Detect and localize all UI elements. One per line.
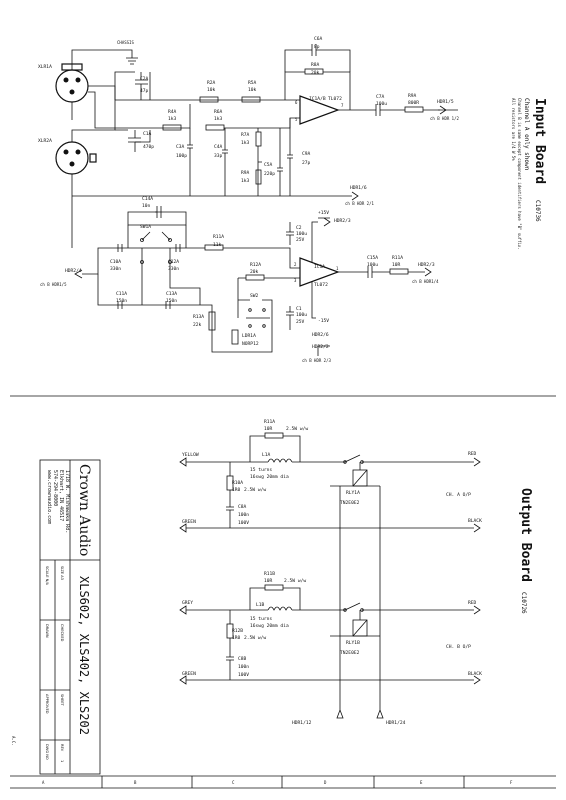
input-board-code: C10736 (534, 200, 541, 222)
grid-col-f: F (510, 780, 513, 785)
c6a-label: C6A (314, 37, 323, 42)
plus15-label: +15V (318, 211, 330, 216)
r12b-label: R12B (232, 629, 244, 634)
r11a-out-value: 10R (392, 263, 401, 268)
model-names: XLS602, XLS402, XLS202 (77, 576, 91, 735)
r7a-value: 1k3 (241, 141, 250, 146)
c2a-label: C2A (140, 77, 149, 82)
r12b-value: 1R0 (232, 636, 241, 641)
c13a-value: 150n (166, 299, 178, 304)
r8a-label: R8A (311, 63, 320, 68)
green-b-label: GREEN (182, 672, 196, 677)
c7a-value: 100u (376, 102, 388, 107)
hdr15-label: HDR1/5 (437, 100, 454, 105)
input-board-subtitle: Channel A only shown (523, 98, 530, 171)
rly1a-part: TN2E0E2 (340, 501, 360, 506)
c1-voltage: 25V (296, 320, 305, 325)
l1b-turns: 15 turns (250, 617, 273, 622)
c14a-value: 10n (142, 204, 151, 209)
c11a-value: 150n (116, 299, 128, 304)
xlr-a-label: XLR1A (38, 65, 52, 70)
c14a-label: C14A (142, 197, 154, 202)
r12b-watt: 2.5W w/w (244, 636, 267, 641)
hdr124-label: HDR1/24 (386, 721, 406, 726)
ch-b-output-label: CH. B O/P (446, 645, 471, 650)
input-board-note-1: Channel B is same except component identifiers have "B" suffix. (517, 98, 522, 250)
c1-value: 100u (296, 313, 308, 318)
input-board (38, 36, 547, 363)
r11a-out-res-watt: 2.5W w/w (286, 427, 309, 432)
r13a-value: 22k (193, 323, 202, 328)
ch-b-hdr14-label: ch B HDR1/4 (412, 279, 439, 284)
rly1b-label: RLY1B (346, 641, 360, 646)
r10a-label: R10A (232, 481, 244, 486)
r11a-value: 11k (213, 243, 222, 248)
r13a-label: R13A (193, 315, 205, 320)
r9a-value: 800R (408, 101, 420, 106)
c2-label: C2 (296, 226, 302, 231)
r4a-label: R4A (168, 110, 177, 115)
pin3-label: 3 (294, 278, 297, 283)
rev-cell: REV (60, 744, 64, 752)
c2a-value: 47p (140, 89, 149, 94)
rly1a-label: RLY1A (346, 491, 360, 496)
drawn-cell: DRAWN (45, 624, 49, 638)
c4a-label: C4A (214, 145, 223, 150)
ldr1a-label: LDR1A (242, 334, 256, 339)
scale-cell: SCALE N/A (45, 566, 49, 586)
hdr112-label: HDR1/12 (292, 721, 312, 726)
r12a-label: R12A (250, 263, 262, 268)
ch-b-hdr21-label: ch B HDR 2/1 (345, 201, 374, 206)
hdr23-label: HDR2/3 (334, 219, 351, 224)
pin5-label: 5 (295, 117, 298, 122)
r10a-value: 1R0 (232, 488, 241, 493)
company-name: Crown Audio (76, 464, 92, 557)
c15a-label: C15A (367, 256, 379, 261)
sheet-number: 1 (60, 760, 64, 763)
grid-col-b: B (134, 780, 137, 785)
xlr-connector-a (38, 64, 88, 102)
c6a-value: 8p (314, 45, 320, 50)
l1b-wire: 16swg 20mm dia (250, 624, 289, 629)
c8a-value: 100n (238, 513, 250, 518)
sheet-cell: SHEET (60, 694, 64, 706)
ch-b-hdr12-label: ch B HDR 1/2 (430, 116, 459, 121)
sw1a-label: SW1A (140, 225, 152, 230)
c1a-value: 470p (143, 145, 155, 150)
ic1a-part: TL072 (314, 283, 328, 288)
xlr-b-label: XLR2A (38, 139, 52, 144)
pin2-label: 2 (294, 262, 297, 267)
title-block (11, 460, 100, 774)
border-grid (10, 776, 556, 788)
grey-label: GREY (182, 601, 194, 606)
r2a-label: R2A (207, 81, 216, 86)
r11a-out-res-label: R11A (264, 420, 276, 425)
output-board-title: Output Board (518, 488, 533, 582)
c8a-voltage: 100V (238, 521, 250, 526)
c5a-value: 220p (264, 172, 276, 177)
l1a-wire: 16swg 20mm dia (250, 475, 289, 480)
company-address-1: 1718 W. Mishawaka Rd. (64, 470, 70, 534)
c2-value: 100u (296, 232, 308, 237)
company-website: www.crownaudio.com (46, 470, 52, 525)
r11a-out-res-value: 10R (264, 427, 273, 432)
r5a-value: 10k (248, 88, 257, 93)
ldr1a-value: NORP12 (242, 342, 259, 347)
l1a-label: L1A (262, 453, 271, 458)
c7a-label: C7A (376, 95, 385, 100)
r12a-value: 20k (250, 270, 259, 275)
black-b-label: BLACK (468, 672, 482, 677)
company-phone: 574-294-8000 (52, 470, 58, 507)
c8b-value: 100n (238, 665, 250, 670)
black-a-label: BLACK (468, 519, 482, 524)
c12a-label: C12A (168, 260, 180, 265)
c3a-label: C3A (176, 145, 185, 150)
red-a-label: RED (468, 452, 477, 457)
c11a-label: C11A (116, 292, 128, 297)
hdr24-label: HDR2/4 (65, 269, 82, 274)
input-board-title: Input Board (532, 98, 547, 185)
r5a-label: R5A (248, 81, 257, 86)
sw2-label: SW2 (250, 294, 259, 299)
hdr22-label: HDR2/2 (312, 345, 329, 350)
pin7-label: 7 (341, 103, 344, 108)
r11a-label: R11A (213, 235, 225, 240)
r2a-value: 10k (207, 88, 216, 93)
c3a-value: 100p (176, 154, 188, 159)
size-cell: SIZE A3 (60, 566, 64, 580)
c9a-value: 27p (302, 161, 311, 166)
c15a-value: 100u (367, 263, 379, 268)
minus15-label: -15V (318, 319, 330, 324)
r9ab-label: R9A (241, 171, 250, 176)
c4a-value: 33p (214, 154, 223, 159)
c12a-value: 330n (168, 267, 180, 272)
xlr-connector-b (38, 138, 96, 174)
grid-col-c: C (232, 780, 235, 785)
c2-voltage: 25V (296, 238, 305, 243)
checked-cell: CHECKED (60, 624, 64, 642)
r11a-out-label: R11A (392, 256, 404, 261)
grid-col-a: A (42, 780, 45, 785)
input-board-note-2: All resistors are 1/4 W 5% (511, 98, 516, 161)
r9ab-value: 1k3 (241, 179, 250, 184)
footer-initials: A.C. (11, 736, 16, 746)
c1a-label: C1A (143, 132, 152, 137)
r8a-value: 20k (311, 71, 320, 76)
ic1ab-part: TL072 (328, 97, 342, 102)
r9a-label: R9A (408, 94, 417, 99)
ic1a-label: IC1A (314, 265, 326, 270)
ch-a-output-label: CH. A O/P (446, 493, 471, 498)
red-b-label: RED (468, 601, 477, 606)
c10a-label: C10A (110, 260, 122, 265)
r6a-value: 1k3 (214, 117, 223, 122)
r11b-watt: 2.5W w/w (284, 579, 307, 584)
company-address-2: Elkhart, IN 46517 (58, 470, 64, 522)
approved-cell: APPROVED (45, 694, 49, 714)
pin6-label: 6 (295, 100, 298, 105)
c1-label: C1 (296, 307, 302, 312)
output-board-code: C10726 (520, 592, 527, 614)
pin1-label: 1 (336, 266, 339, 271)
c5a-label: C5A (264, 163, 273, 168)
hdr26-label: HDR2/6 (312, 333, 329, 338)
ic1ab-label: IC1A/B (309, 97, 326, 102)
hdr23-out-label: HDR2/3 (418, 263, 435, 268)
r4a-value: 1k3 (168, 117, 177, 122)
c10a-value: 330n (110, 267, 122, 272)
c8b-voltage: 100V (238, 673, 250, 678)
r11b-label: R11B (264, 572, 276, 577)
ch-b-hdr15-label: ch B HDR1/5 (40, 282, 67, 287)
r7a-label: R7A (241, 133, 250, 138)
r10a-watt: 2.5W w/w (244, 488, 267, 493)
c9a-label: C9A (302, 152, 311, 157)
grid-col-d: D (324, 780, 327, 785)
r11b-value: 10R (264, 579, 273, 584)
r6a-label: R6A (214, 110, 223, 115)
ch-b-hdr23-label: ch B HDR 2/3 (302, 358, 331, 363)
hdr16-label: HDR1/6 (350, 186, 367, 191)
l1b-label: L1B (256, 603, 265, 608)
l1a-turns: 15 turns (250, 468, 273, 473)
yellow-label: YELLOW (182, 453, 199, 458)
c13a-label: C13A (166, 292, 178, 297)
rly1b-part: TN2E0E2 (340, 651, 360, 656)
c8a-label: C8A (238, 505, 247, 510)
grid-col-e: E (420, 780, 423, 785)
dwg-no-cell: DWG NO (45, 744, 49, 760)
chassis-label: CHASSIS (117, 40, 134, 45)
c8b-label: C8B (238, 657, 247, 662)
green-a-label: GREEN (182, 520, 196, 525)
output-board (180, 419, 533, 726)
